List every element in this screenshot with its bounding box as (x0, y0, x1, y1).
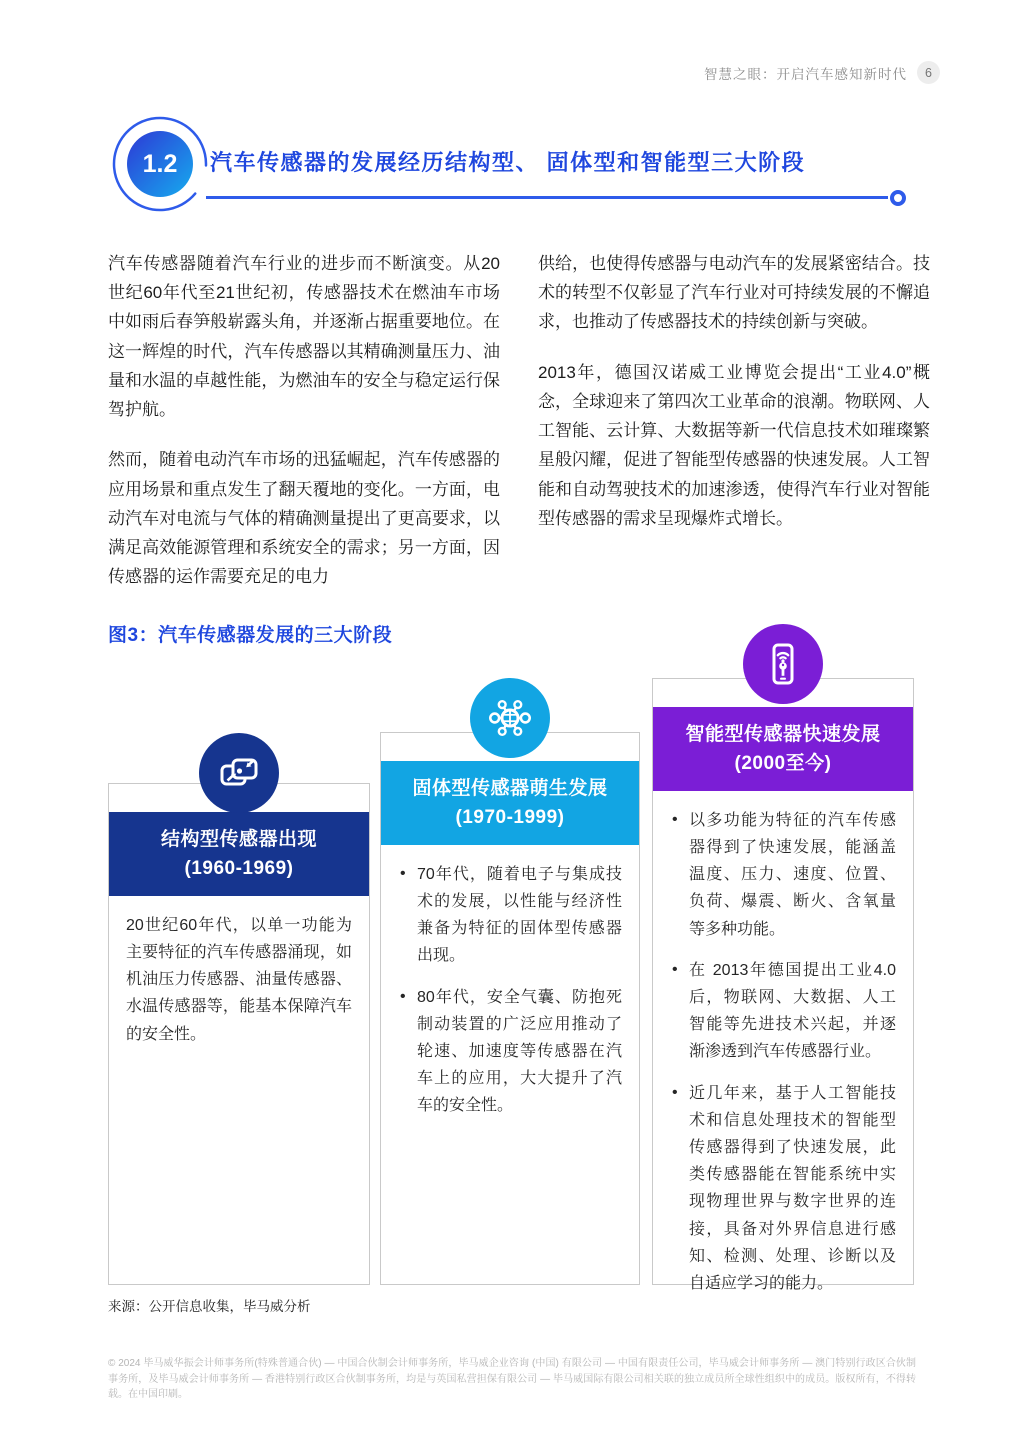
section-title: 汽车传感器的发展经历结构型、 固体型和智能型三大阶段 (210, 150, 806, 175)
smart-phone-sensor-icon (743, 624, 823, 704)
section-number-badge: 1.2 (127, 131, 193, 197)
intro-paragraph: 然而，随着电动汽车市场的迅猛崛起，汽车传感器的应用场景和重点发生了翻天覆地的变化。一方面，电动汽车对电流与气体的精确测量提出了更高要求，以满足高效能源管理和系统安全的需求；另一方面，因传感器的运作需要充足的电力 (108, 450, 500, 587)
legal-footer: © 2024 毕马威华振会计师事务所(特殊普通合伙) — 中国合伙制会计师事务所，毕马威企业咨询 (中国) 有限公司 — 中国有限责任公司，毕马威会计师事务所 — 澳门特别行政区合伙制事务所，及毕马威会计师事务所 — 香港特别行政区合伙制事务所，均是与英国私营担保有限公司 — 毕马威国际有限公司相关联的独立成员所全球性组织中的成员。版权所有，不得转载。在中国印刷。 (108, 1358, 916, 1400)
stage-card-structural (108, 783, 370, 1285)
intro-left-column (108, 249, 500, 613)
line-end-ring-icon (890, 190, 906, 206)
running-header (704, 61, 940, 84)
transfer-icon (199, 733, 279, 813)
banner-divider-line (206, 196, 888, 199)
stage-title: 结构型传感器出现 (160, 829, 317, 850)
stage-card-header (109, 812, 369, 896)
stage-card-intelligent (652, 678, 914, 1292)
stage-period: (2000至今) (734, 753, 832, 775)
intro-right-column (538, 249, 930, 613)
stage-bullet: • 近几年来，基于人工智能技术和信息处理技术的智能型传感器得到了快速发展，此类传感器能在智能系统中实现物理世界与数字世界的连接，具备对外界信息进行感知、检测、处理、诊断以及自适应学习的能力。 (670, 1080, 896, 1298)
stage-bullet: • 在 2013年德国提出工业4.0后，物联网、大数据、人工智能等先进技术兴起，并逐渐渗透到汽车传感器行业。 (670, 957, 896, 1066)
stage-title: 智能型传感器快速发展 (685, 724, 881, 745)
figure-title: 图3：汽车传感器发展的三大阶段 (108, 625, 393, 646)
intro-text (108, 249, 930, 613)
stage-bullet: • 以多功能为特征的汽车传感器得到了快速发展，能涵盖温度、压力、速度、位置、负荷、爆震、断火、含氧量等多种功能。 (670, 807, 896, 943)
stage-card-body (381, 845, 639, 1120)
stage-bullet: • 70年代，随着电子与集成技术的发展，以性能与经济性兼备为特征的固体型传感器出现。 (398, 861, 622, 970)
intro-paragraph: 供给，也使得传感器与电动汽车的发展紧密结合。技术的转型不仅彰显了汽车行业对可持续发展的不懈追求，也推动了传感器技术的持续创新与突破。 (538, 254, 930, 332)
stage-period: (1970-1999) (455, 807, 565, 829)
stage-card-body (109, 896, 369, 1048)
page-number-badge: 6 (917, 61, 940, 84)
intro-paragraph: 汽车传感器随着汽车行业的进步而不断演变。从20世纪60年代至21世纪初，传感器技术在燃油车市场中如雨后春笋般崭露头角，并逐渐占据重要地位。在这一辉煌的时代，汽车传感器以其精确测量压力、油量和水温的卓越性能，为燃油车的安全与稳定运行保驾护航。 (108, 254, 500, 420)
stage-card-header (653, 707, 913, 791)
molecule-icon (470, 678, 550, 758)
figure-source: 来源：公开信息收集，毕马威分析 (108, 1299, 311, 1314)
stage-paragraph: 20世纪60年代，以单一功能为主要特征的汽车传感器涌现，如机油压力传感器、油量传感器、水温传感器等，能基本保障汽车的安全性。 (126, 916, 352, 1043)
stage-card-body (653, 791, 913, 1297)
stage-period: (1960-1969) (184, 858, 294, 880)
stage-card-header (381, 761, 639, 845)
document-title: 智慧之眼：开启汽车感知新时代 (704, 66, 907, 82)
stage-card-solid-state (380, 732, 640, 1285)
stage-bullet: • 80年代，安全气囊、防抱死制动装置的广泛应用推动了轮速、加速度等传感器在汽车上的应用，大大提升了汽车的安全性。 (398, 984, 622, 1120)
intro-paragraph: 2013年，德国汉诺威工业博览会提出“工业4.0”概念，全球迎来了第四次工业革命的浪潮。物联网、人工智能、云计算、大数据等新一代信息技术如璀璨繁星般闪耀，促进了智能型传感器的快速发展。人工智能和自动驾驶技术的加速渗透，使得汽车行业对智能型传感器的需求呈现爆炸式增长。 (538, 362, 930, 528)
stage-title: 固体型传感器萌生发展 (412, 778, 608, 799)
